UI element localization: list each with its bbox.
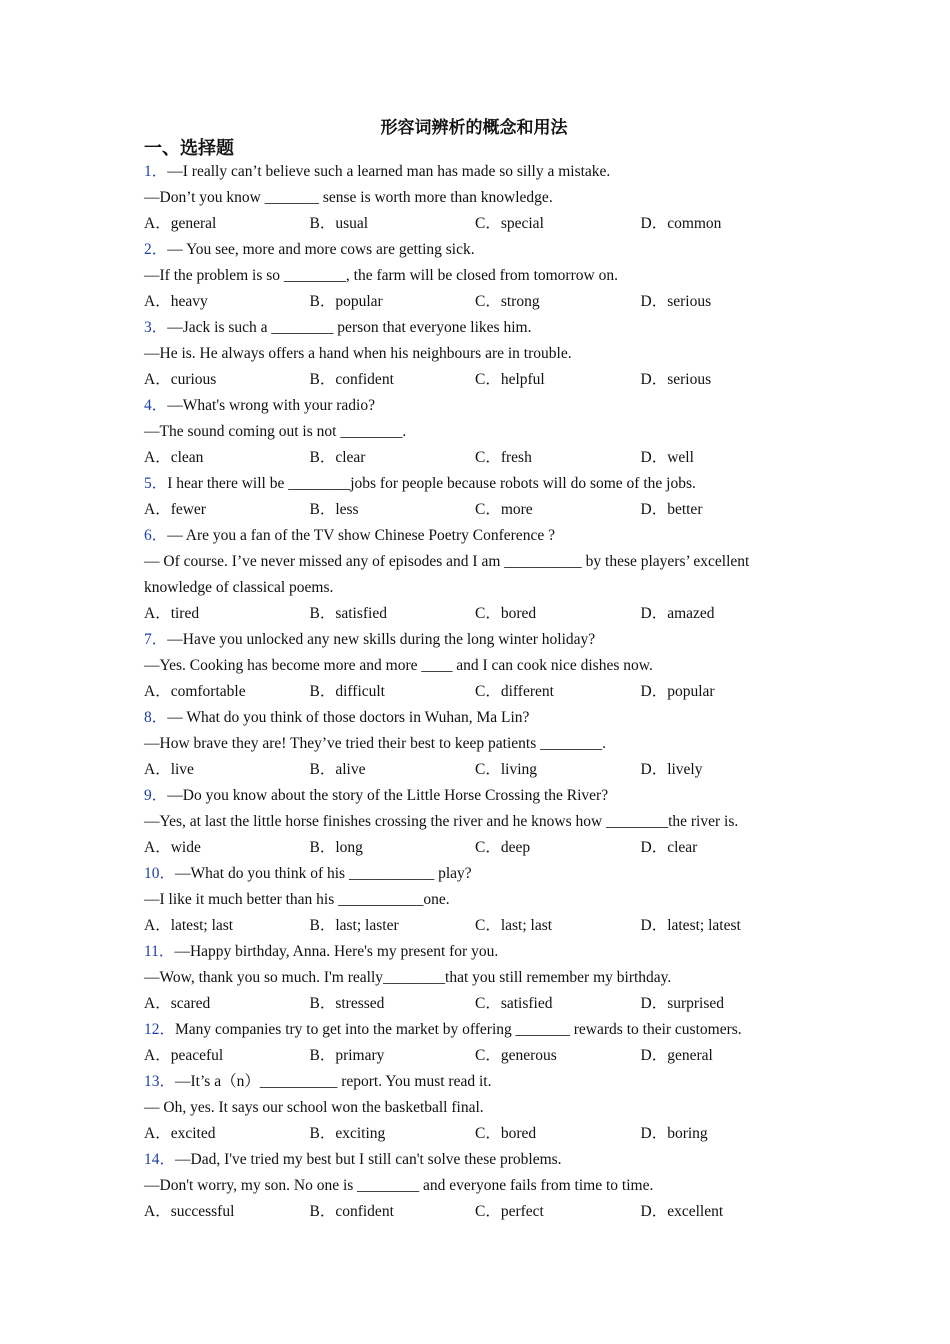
option-b[interactable]: B．satisfied (309, 605, 387, 622)
question-stem: —I really can’t believe such a learned man has made so silly a mistake. (167, 163, 611, 180)
question-reply: —Yes. Cooking has become more and more ____ and I can cook nice dishes now. (144, 657, 653, 674)
option-d[interactable]: D．clear (640, 839, 698, 856)
question-number: 11． (144, 943, 175, 960)
option-a[interactable]: A．scared (144, 995, 211, 1012)
question-number: 12． (144, 1021, 176, 1038)
question-13 (144, 1069, 814, 1147)
question-stem: I hear there will be ________jobs for people because robots will do some of the jobs. (167, 475, 696, 492)
option-a[interactable]: A．live (144, 761, 194, 778)
option-b[interactable]: B．usual (309, 215, 369, 232)
options-row (144, 991, 814, 1017)
option-a[interactable]: A．comfortable (144, 683, 246, 700)
option-d[interactable]: D．well (640, 449, 694, 466)
question-reply: —Don't worry, my son. No one is ________ and everyone fails from time to time. (144, 1177, 654, 1194)
question-9 (144, 783, 814, 861)
question-7 (144, 627, 814, 705)
option-c[interactable]: C．satisfied (475, 995, 553, 1012)
question-stem: —Have you unlocked any new skills during the long winter holiday? (167, 631, 596, 648)
option-d[interactable]: D．boring (640, 1125, 708, 1142)
question-number: 6． (144, 527, 168, 544)
question-number: 7． (144, 631, 168, 648)
question-reply: —The sound coming out is not ________. (144, 423, 407, 440)
option-a[interactable]: A．wide (144, 839, 201, 856)
option-c[interactable]: C．bored (475, 605, 537, 622)
option-c[interactable]: C．strong (475, 293, 540, 310)
option-d[interactable]: D．popular (640, 683, 715, 700)
options-row (144, 367, 814, 393)
option-a[interactable]: A．latest; last (144, 917, 234, 934)
question-5 (144, 471, 814, 523)
option-c[interactable]: C．fresh (475, 449, 532, 466)
options-row (144, 289, 814, 315)
option-c[interactable]: C．last; last (475, 917, 553, 934)
option-b[interactable]: B．exciting (309, 1125, 386, 1142)
question-number: 4． (144, 397, 168, 414)
options-row (144, 679, 814, 705)
option-d[interactable]: D．surprised (640, 995, 725, 1012)
option-b[interactable]: B．last; laster (309, 917, 399, 934)
question-stem: —What's wrong with your radio? (167, 397, 375, 414)
option-d[interactable]: D．latest; latest (640, 917, 741, 934)
option-b[interactable]: B．popular (309, 293, 383, 310)
question-stem: — What do you think of those doctors in Wuhan, Ma Lin? (167, 709, 530, 726)
question-14 (144, 1147, 814, 1225)
option-b[interactable]: B．difficult (309, 683, 385, 700)
option-c[interactable]: C．different (475, 683, 554, 700)
question-10 (144, 861, 814, 939)
question-reply: —I like it much better than his ___________one. (144, 891, 450, 908)
question-stem: — Are you a fan of the TV show Chinese Poetry Conference ? (167, 527, 555, 544)
options-row (144, 497, 814, 523)
option-a[interactable]: A．tired (144, 605, 200, 622)
document-page (144, 116, 814, 1225)
options-row (144, 211, 814, 237)
question-reply: — Of course. I’ve never missed any of episodes and I am __________ by these players’ excellent knowledge of classical poems. (144, 553, 750, 596)
option-c[interactable]: C．perfect (475, 1203, 544, 1220)
option-a[interactable]: A．successful (144, 1203, 235, 1220)
question-number: 5． (144, 475, 168, 492)
option-a[interactable]: A．curious (144, 371, 217, 388)
options-row (144, 913, 814, 939)
option-c[interactable]: C．more (475, 501, 533, 518)
option-c[interactable]: C．bored (475, 1125, 537, 1142)
question-number: 2． (144, 241, 168, 258)
question-stem: —What do you think of his ___________ play? (175, 865, 472, 882)
question-reply: — Oh, yes. It says our school won the basketball final. (144, 1099, 484, 1116)
question-stem: —Happy birthday, Anna. Here's my present for you. (174, 943, 499, 960)
options-row (144, 1199, 814, 1225)
option-c[interactable]: C．living (475, 761, 538, 778)
question-stem: —Do you know about the story of the Little Horse Crossing the River? (167, 787, 609, 804)
option-a[interactable]: A．peaceful (144, 1047, 224, 1064)
option-b[interactable]: B．clear (309, 449, 366, 466)
question-number: 8． (144, 709, 168, 726)
question-6 (144, 523, 814, 627)
question-stem: —Dad, I've tried my best but I still can't solve these problems. (175, 1151, 562, 1168)
option-b[interactable]: B．primary (309, 1047, 385, 1064)
question-stem: Many companies try to get into the market by offering _______ rewards to their customers. (175, 1021, 742, 1038)
options-row (144, 835, 814, 861)
question-number: 9． (144, 787, 168, 804)
option-b[interactable]: B．stressed (309, 995, 385, 1012)
question-number: 10． (144, 865, 176, 882)
option-a[interactable]: A．excited (144, 1125, 216, 1142)
question-3 (144, 315, 814, 393)
option-b[interactable]: B．long (309, 839, 363, 856)
option-d[interactable]: D．better (640, 501, 703, 518)
question-reply: —Yes, at last the little horse finishes crossing the river and he knows how ________the river is. (144, 813, 739, 830)
option-d[interactable]: D．excellent (640, 1203, 724, 1220)
question-1 (144, 159, 814, 237)
option-d[interactable]: D．lively (640, 761, 703, 778)
option-a[interactable]: A．fewer (144, 501, 206, 518)
option-d[interactable]: D．common (640, 215, 722, 232)
option-d[interactable]: D．serious (640, 293, 712, 310)
question-number: 14． (144, 1151, 176, 1168)
question-12 (144, 1017, 814, 1069)
option-c[interactable]: C．special (475, 215, 544, 232)
option-d[interactable]: D．amazed (640, 605, 715, 622)
question-number: 3． (144, 319, 168, 336)
question-reply: —How brave they are! They’ve tried their best to keep patients ________. (144, 735, 606, 752)
option-a[interactable]: A．heavy (144, 293, 208, 310)
option-c[interactable]: C．deep (475, 839, 531, 856)
question-stem: —Jack is such a ________ person that everyone likes him. (167, 319, 532, 336)
option-b[interactable]: B．less (309, 501, 359, 518)
question-number: 1． (144, 163, 168, 180)
options-row (144, 1043, 814, 1069)
options-row (144, 1121, 814, 1147)
options-row (144, 757, 814, 783)
options-row (144, 445, 814, 471)
option-a[interactable]: A．clean (144, 449, 204, 466)
option-b[interactable]: B．alive (309, 761, 366, 778)
question-2 (144, 237, 814, 315)
option-a[interactable]: A．general (144, 215, 217, 232)
page-title: 形容词辨析的概念和用法 (380, 118, 568, 137)
option-b[interactable]: B．confident (309, 1203, 394, 1220)
option-c[interactable]: C．helpful (475, 371, 545, 388)
question-number: 13． (144, 1073, 176, 1090)
question-8 (144, 705, 814, 783)
question-reply: —He is. He always offers a hand when his neighbours are in trouble. (144, 345, 572, 362)
question-stem: —It’s a（n）__________ report. You must read it. (175, 1073, 492, 1090)
question-reply: —If the problem is so ________, the farm will be closed from tomorrow on. (144, 267, 618, 284)
question-reply: —Wow, thank you so much. I'm really________that you still remember my birthday. (144, 969, 672, 986)
option-d[interactable]: D．serious (640, 371, 712, 388)
question-4 (144, 393, 814, 471)
question-reply: —Don’t you know _______ sense is worth more than knowledge. (144, 189, 553, 206)
question-stem: — You see, more and more cows are getting sick. (167, 241, 475, 258)
option-d[interactable]: D．general (640, 1047, 713, 1064)
option-c[interactable]: C．generous (475, 1047, 557, 1064)
question-11 (144, 939, 814, 1017)
options-row (144, 601, 814, 627)
section-heading: 一、选择题 (144, 138, 234, 158)
option-b[interactable]: B．confident (309, 371, 394, 388)
